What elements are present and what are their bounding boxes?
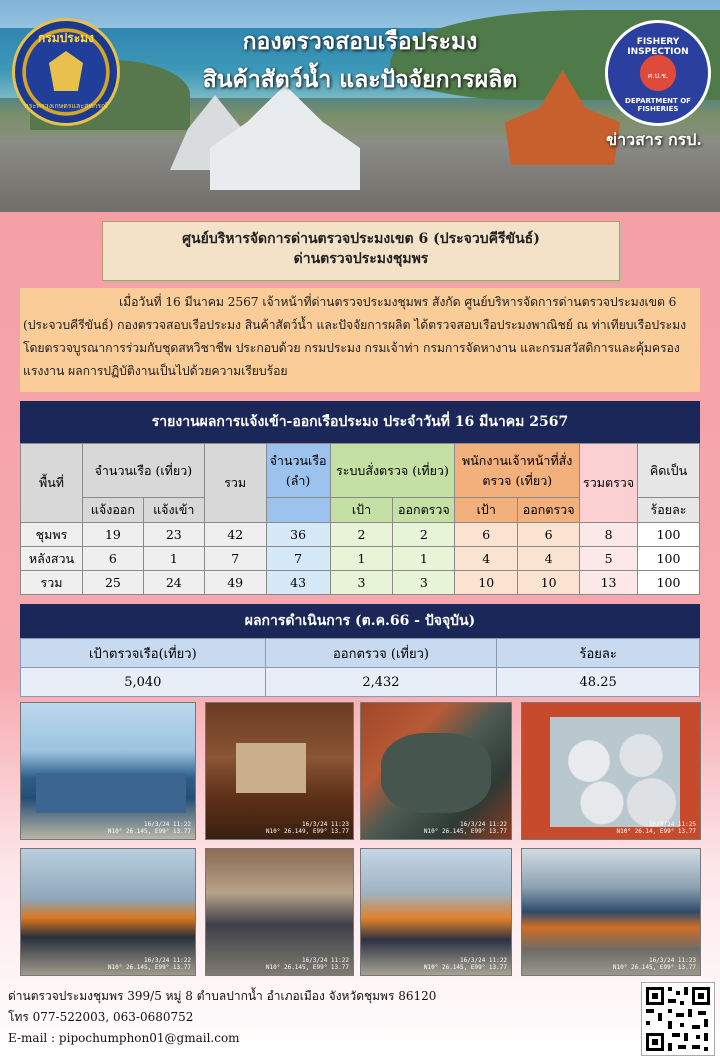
cell-in: 24 xyxy=(143,571,204,595)
footer-email: E-mail : pipochumphon01@gmail.com xyxy=(8,1031,240,1045)
photo-gps: N10° 26.145, E99° 13.77 xyxy=(107,828,191,835)
net-pile-shape xyxy=(381,733,491,813)
header-boats-count-line1: จำนวนเรือ xyxy=(269,452,327,468)
results-table xyxy=(20,638,700,697)
results-header-inspected: ออกตรวจ (เที่ยว) xyxy=(265,639,497,668)
cabin-panel-shape xyxy=(236,743,306,793)
page-title-line2: สินค้าสัตว์น้ำ และปัจจัยการผลิต xyxy=(202,66,518,93)
photo-officers-crew xyxy=(20,848,196,976)
cell-sys-target: 2 xyxy=(330,523,393,547)
cell-out: 6 xyxy=(82,547,143,571)
header-total-check: รวมตรวจ xyxy=(580,444,638,523)
logo-left-top-text: กรมประมง xyxy=(38,31,94,45)
cell-off-target: 6 xyxy=(455,523,518,547)
report-table xyxy=(20,443,700,595)
results-value-percent: 48.25 xyxy=(497,668,700,697)
cell-out: 19 xyxy=(82,523,143,547)
photo-crew-inspection xyxy=(360,848,512,976)
cell-off-insp: 6 xyxy=(518,523,580,547)
cell-in: 1 xyxy=(143,547,204,571)
header-boats-count xyxy=(266,444,330,498)
header-boats-count-line2: (ลำ) xyxy=(285,472,311,488)
results-header-percent: ร้อยละ xyxy=(497,639,700,668)
photo-timestamp: 16/3/24 11:23 xyxy=(649,957,696,964)
header-officer-target: เป้า xyxy=(455,498,518,523)
banner-temple-white xyxy=(210,85,360,190)
photo-group-pier xyxy=(521,848,701,976)
results-value-row xyxy=(21,668,700,697)
results-value-target: 5,040 xyxy=(21,668,266,697)
footer-phone: โทร 077-522003, 063-0680752 xyxy=(8,1010,194,1024)
cell-percent: 100 xyxy=(638,547,700,571)
cell-in: 23 xyxy=(143,523,204,547)
cell-total-check: 5 xyxy=(580,547,638,571)
logo-right-top-text: FISHERY INSPECTION xyxy=(627,37,689,57)
cell-total: 42 xyxy=(204,523,266,547)
cell-sys-insp: 2 xyxy=(393,523,455,547)
header-notify-in: แจ้งเข้า xyxy=(143,498,204,523)
header-system-target: เป้า xyxy=(330,498,393,523)
center-heading-line2: ด่านตรวจประมงชุมพร xyxy=(293,251,429,267)
logo-right-bottom-text: DEPARTMENT OF FISHERIES xyxy=(625,97,691,113)
header-total: รวม xyxy=(204,444,266,523)
results-value-inspected: 2,432 xyxy=(265,668,497,697)
photo-gps: N10° 26.145, E99° 13.77 xyxy=(107,964,191,971)
boat-hull-shape xyxy=(36,773,186,813)
results-header-target: เป้าตรวจเรือ(เที่ยว) xyxy=(21,639,266,668)
cell-total-check: 13 xyxy=(580,571,638,595)
footer-address: ด่านตรวจประมงชุมพร 399/5 หมู่ 8 ตำบลปากน้ำ อำเภอเมือง จังหวัดชุมพร 86120 xyxy=(8,989,437,1003)
logo-right-middle-text: ศ.ป.ช. xyxy=(647,72,669,80)
cell-boats: 43 xyxy=(266,571,330,595)
cell-sys-insp: 1 xyxy=(393,547,455,571)
header-percent-of: คิดเป็น xyxy=(638,444,700,498)
cell-boats: 36 xyxy=(266,523,330,547)
header-officer-inspected: ออกตรวจ xyxy=(518,498,580,523)
photo-timestamp: 16/3/24 11:22 xyxy=(460,957,507,964)
ice-blocks-shape xyxy=(550,717,680,827)
header-boats-trips: จำนวนเรือ (เที่ยว) xyxy=(82,444,204,498)
header-notify-out: แจ้งออก xyxy=(82,498,143,523)
photo-timestamp: 16/3/24 11:25 xyxy=(649,821,696,828)
cell-out: 25 xyxy=(82,571,143,595)
table-row xyxy=(21,547,700,571)
photo-gps: N10° 26.149, E99° 13.77 xyxy=(265,828,349,835)
cell-sys-target: 1 xyxy=(330,547,393,571)
cell-percent: 100 xyxy=(638,523,700,547)
photo-gps: N10° 26.14, E99° 13.77 xyxy=(616,828,696,835)
header-percent: ร้อยละ xyxy=(638,498,700,523)
header-officer-check: พนักงานเจ้าหน้าที่สั่งตรวจ (เที่ยว) xyxy=(455,444,580,498)
photo-boat-cabin xyxy=(205,702,354,840)
photo-timestamp: 16/3/24 11:22 xyxy=(144,957,191,964)
table-row xyxy=(21,523,700,547)
intro-paragraph: เมื่อวันที่ 16 มีนาคม 2567 เจ้าหน้าที่ด่านตรวจประมงชุมพร สังกัด ศูนย์บริหารจัดการด่านตรวจประมงเขต 6 (ประจวบคีรีขันธ์) กองตรวจสอบเรือประมง สินค้าสัตว์น้ำ และปัจจัยการผลิต ได้ตรวจสอบเรือประมงพาณิชย์ ณ ท่าเทียบเรือประมง โดยตรวจบูรณาการร่วมกับชุดสหวิชาชีพ ประกอบด้วย กรมประมง กรมเจ้าท่า กรมการจัดหางาน และกรมสวัสดิการและคุ้มครองแรงงาน ผลการปฏิบัติงานเป็นไปด้วยความเรียบร้อย xyxy=(20,288,700,392)
photo-fishing-net xyxy=(360,702,512,840)
photo-timestamp: 16/3/24 11:23 xyxy=(302,821,349,828)
cell-off-insp: 10 xyxy=(518,571,580,595)
header-area: พื้นที่ xyxy=(21,444,83,523)
photo-timestamp: 16/3/24 11:22 xyxy=(460,821,507,828)
cell-total-check: 8 xyxy=(580,523,638,547)
center-heading-box xyxy=(102,221,620,281)
cell-sys-target: 3 xyxy=(330,571,393,595)
header-boats-count-sub xyxy=(266,498,330,523)
center-heading-line1: ศูนย์บริหารจัดการด่านตรวจประมงเขต 6 (ประจวบคีรีขันธ์) xyxy=(182,231,540,247)
cell-off-insp: 4 xyxy=(518,547,580,571)
photo-fish-hold xyxy=(521,702,701,840)
news-label: ข่าวสาร กรป. xyxy=(606,130,702,149)
photo-gps: N10° 26.145, E99° 13.77 xyxy=(423,828,507,835)
report-table-title: รายงานผลการแจ้งเข้า-ออกเรือประมง ประจำวันที่ 16 มีนาคม 2567 xyxy=(20,401,700,443)
photo-timestamp: 16/3/24 11:22 xyxy=(144,821,191,828)
results-header-row xyxy=(21,639,700,668)
photo-fishing-boat xyxy=(20,702,196,840)
header-system-inspected: ออกตรวจ xyxy=(393,498,455,523)
header-banner xyxy=(0,0,720,212)
header-system-check: ระบบสั่งตรวจ (เที่ยว) xyxy=(330,444,455,498)
cell-total: 7 xyxy=(204,547,266,571)
cell-off-target: 10 xyxy=(455,571,518,595)
cell-total: 49 xyxy=(204,571,266,595)
cell-area: ชุมพร xyxy=(21,523,83,547)
contact-footer xyxy=(8,986,436,1049)
qr-code-icon xyxy=(641,982,715,1056)
results-title: ผลการดำเนินการ (ต.ค.66 - ปัจจุบัน) xyxy=(20,604,700,638)
photo-gps: N10° 26.145, E99° 13.77 xyxy=(612,964,696,971)
cell-percent: 100 xyxy=(638,571,700,595)
qr-code-graphic xyxy=(642,983,714,1055)
cell-area: หลังสวน xyxy=(21,547,83,571)
cell-sys-insp: 3 xyxy=(393,571,455,595)
cell-off-target: 4 xyxy=(455,547,518,571)
photo-gps: N10° 26.145, E99° 13.77 xyxy=(423,964,507,971)
logo-left-bottom-text: กระทรวงเกษตรและสหกรณ์ xyxy=(24,102,108,110)
photo-document-check xyxy=(205,848,354,976)
table-row-total xyxy=(21,571,700,595)
cell-area: รวม xyxy=(21,571,83,595)
page-title-line1: กองตรวจสอบเรือประมง xyxy=(242,28,478,55)
photo-gps: N10° 26.145, E99° 13.77 xyxy=(265,964,349,971)
photo-timestamp: 16/3/24 11:22 xyxy=(302,957,349,964)
cell-boats: 7 xyxy=(266,547,330,571)
